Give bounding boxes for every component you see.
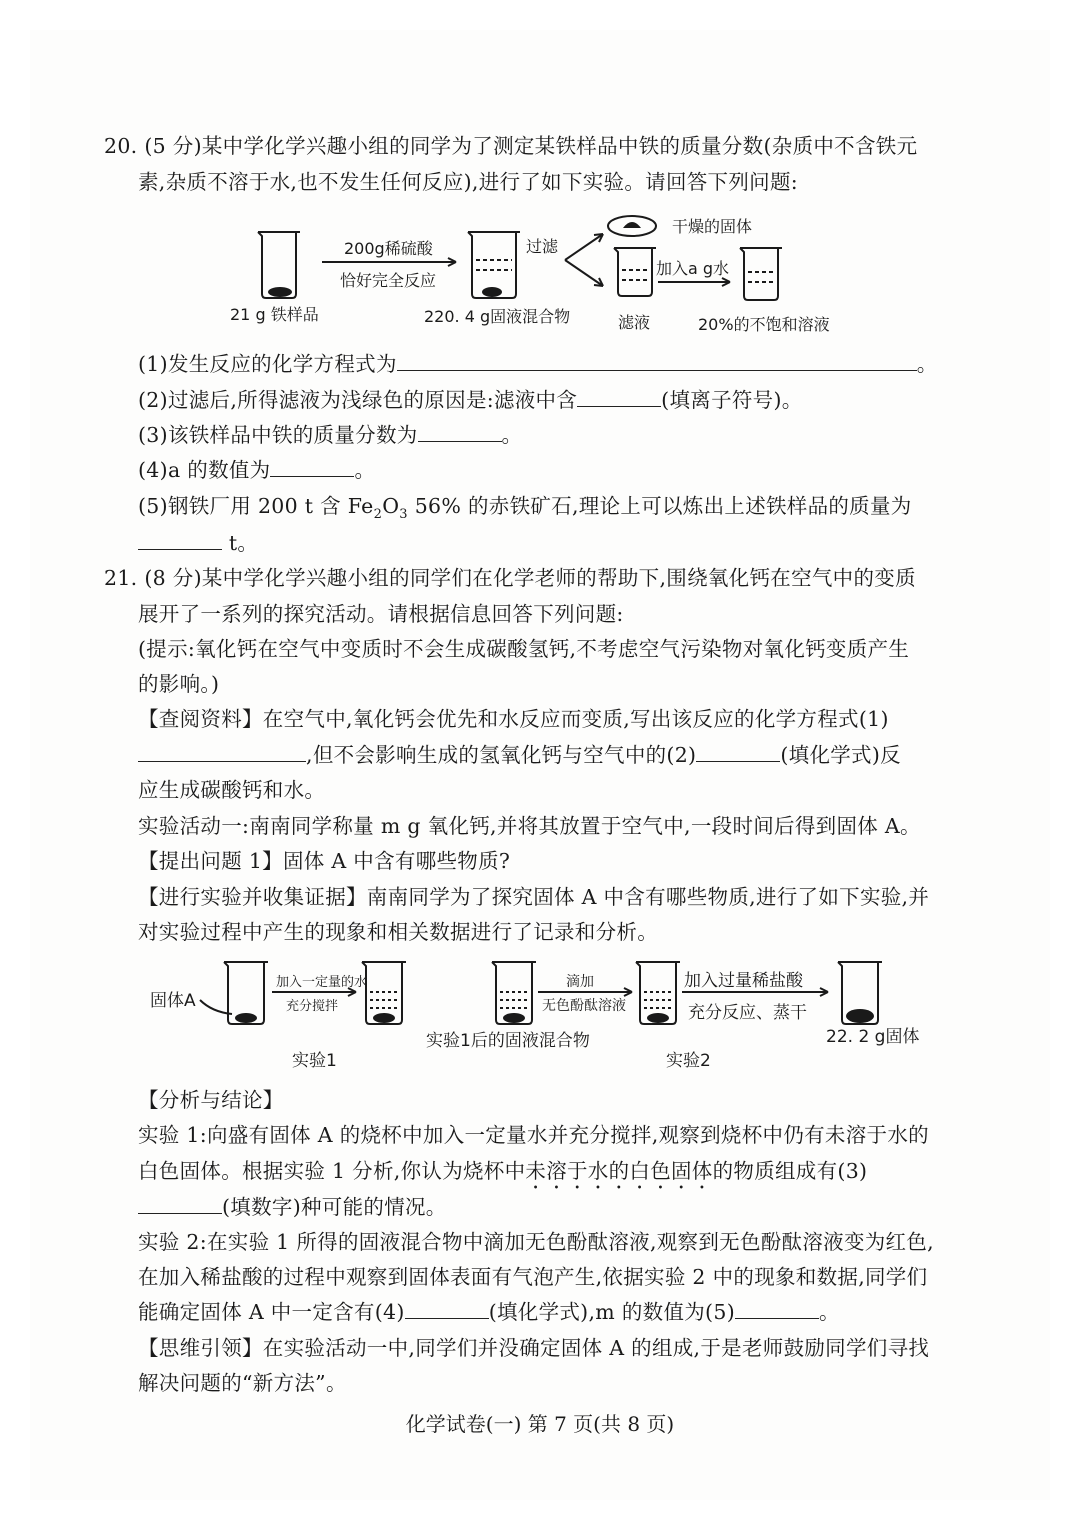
q20-p5: (5)钢铁厂用 200 t 含 $Fe_2O_3$ 56% 的赤铁矿石,理论上可以炼出上述铁样品的质量为 bbox=[138, 494, 912, 523]
q20-p4: (4)a 的数值为 。 bbox=[138, 458, 376, 482]
q20-p1: (1)发生反应的化学方程式为 。 bbox=[138, 352, 938, 376]
q20-p5-cont: t。 bbox=[138, 529, 258, 557]
beaker2-label: 220. 4 g固液混合物 bbox=[424, 307, 571, 326]
exp1-label: 实验1 bbox=[292, 1051, 337, 1071]
filter-text: 过滤 bbox=[526, 237, 559, 256]
q21-line3: (提示:氧化钙在空气中变质时不会生成碳酸氢钙,不考虑空气污染物对氧化钙变质产生 bbox=[138, 637, 910, 661]
q21-line4: 的影响。) bbox=[138, 672, 220, 696]
q21-line8: 实验活动一:南南同学称量 m g 氧化钙,并将其放置于空气中,一段时间后得到固体 A。 bbox=[138, 814, 921, 838]
arrow2-top-text: 滴加 bbox=[566, 974, 594, 990]
q21-line14: 白色固体。根据实验 1 分析,你认为烧杯中未溶于水的白色固体的物质组成有(3) bbox=[138, 1159, 868, 1183]
q21-diagram bbox=[140, 952, 940, 1082]
exp2-label: 实验2 bbox=[666, 1051, 711, 1071]
arrow2-bottom-text: 无色酚酞溶液 bbox=[542, 998, 626, 1014]
q21-line19: 【思维引领】在实验活动一中,同学们并没确定固体 A 的组成,于是老师鼓励同学们寻找 bbox=[138, 1336, 930, 1360]
arrow1-bottom-text: 充分搅拌 bbox=[286, 999, 339, 1014]
filtrate-label: 滤液 bbox=[618, 313, 651, 332]
q20-diagram bbox=[220, 204, 860, 339]
solid-mass-label: 22. 2 g固体 bbox=[826, 1027, 920, 1047]
arrow3-bottom-text: 充分反应、蒸干 bbox=[688, 1003, 807, 1023]
q21-line12: 【分析与结论】 bbox=[138, 1088, 284, 1112]
q20-line2: 素,杂质不溶于水,也不发生任何反应),进行了如下实验。请回答下列问题: bbox=[138, 170, 798, 194]
q21-line20: 解决问题的“新方法”。 bbox=[138, 1371, 347, 1395]
q21-line6: ,但不会影响生成的氢氧化钙与空气中的(2) (填化学式)反 bbox=[138, 741, 901, 769]
arrow1-top-text: 加入一定量的水 bbox=[276, 975, 368, 990]
arrow1-top-text: 200g稀硫酸 bbox=[344, 239, 433, 258]
q21-line11: 对实验过程中产生的现象和相关数据进行了记录和分析。 bbox=[138, 920, 658, 944]
q20-p2: (2)过滤后,所得滤液为浅绿色的原因是:滤液中含 (填离子符号)。 bbox=[138, 388, 803, 412]
q21-line15: (填数字)种可能的情况。 bbox=[138, 1193, 447, 1221]
beaker1-label: 21 g 铁样品 bbox=[230, 305, 319, 324]
mixture-label: 实验1后的固液混合物 bbox=[426, 1031, 590, 1051]
q21-line17: 在加入稀盐酸的过程中观察到固体表面有气泡产生,依据实验 2 中的现象和数据,同学们 bbox=[138, 1265, 928, 1289]
q21-line9: 【提出问题 1】固体 A 中含有哪些物质? bbox=[138, 849, 511, 873]
final-label: 20%的不饱和溶液 bbox=[698, 315, 830, 334]
solid-a-label: 固体A bbox=[150, 991, 196, 1011]
q20-p3: (3)该铁样品中铁的质量分数为 。 bbox=[138, 423, 523, 447]
arrow2-top-text: 加入a g水 bbox=[656, 259, 730, 278]
q21-line1: 21. (8 分)某中学化学兴趣小组的同学们在化学老师的帮助下,围绕氧化钙在空气中的变质 bbox=[104, 566, 916, 590]
q20-line1: 20. (5 分)某中学化学兴趣小组的同学为了测定某铁样品中铁的质量分数(杂质中不含铁元 bbox=[104, 134, 918, 158]
q21-line7: 应生成碳酸钙和水。 bbox=[138, 778, 326, 802]
q21-line18: 能确定固体 A 中一定含有(4) (填化学式),m 的数值为(5) 。 bbox=[138, 1300, 840, 1324]
arrow1-bottom-text: 恰好完全反应 bbox=[340, 271, 437, 290]
page-footer: 化学试卷(一) 第 7 页(共 8 页) bbox=[405, 1412, 675, 1436]
dry-solid-text: 干燥的固体 bbox=[672, 217, 753, 236]
q21-line16: 实验 2:在实验 1 所得的固液混合物中滴加无色酚酞溶液,观察到无色酚酞溶液变为红色, bbox=[138, 1230, 934, 1254]
q21-line2: 展开了一系列的探究活动。请根据信息回答下列问题: bbox=[138, 602, 624, 626]
q21-line10: 【进行实验并收集证据】南南同学为了探究固体 A 中含有哪些物质,进行了如下实验,并 bbox=[138, 885, 930, 909]
q21-line5: 【查阅资料】在空气中,氧化钙会优先和水反应而变质,写出该反应的化学方程式(1) bbox=[138, 707, 889, 731]
arrow3-top-text: 加入过量稀盐酸 bbox=[684, 971, 803, 991]
q21-line13: 实验 1:向盛有固体 A 的烧杯中加入一定量水并充分搅拌,观察到烧杯中仍有未溶于水的 bbox=[138, 1123, 929, 1147]
